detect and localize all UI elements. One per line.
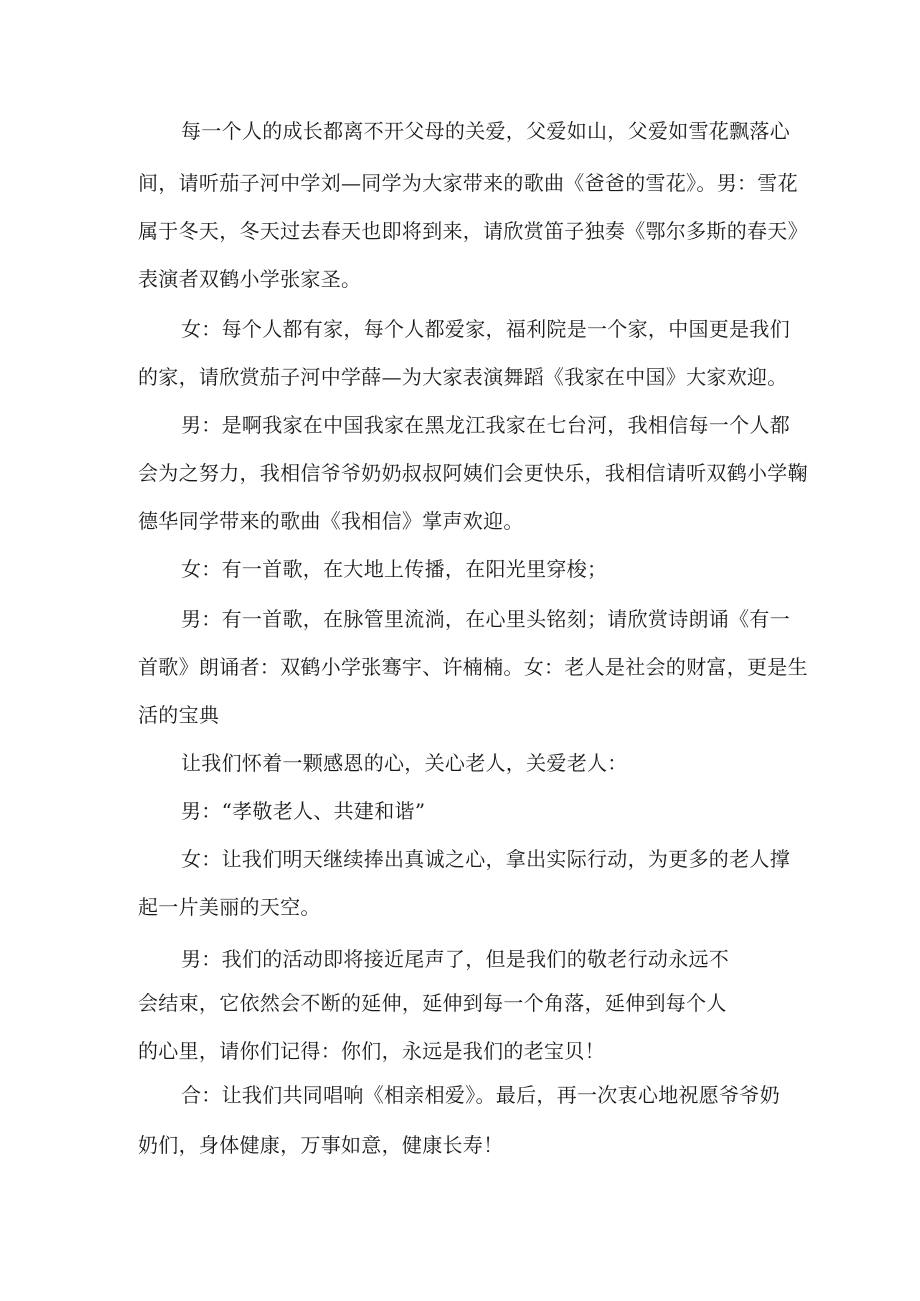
paragraph-1-line-4: 表演者双鹤小学张家圣。	[138, 267, 362, 291]
paragraph-4-line-1: 女：有一首歌，在大地上传播，在阳光里穿梭；	[181, 557, 608, 581]
paragraph-10-line-2: 奶们，身体健康，万事如意，健康长寿！	[138, 1133, 504, 1157]
paragraph-3-line-2: 会为之努力，我相信爷爷奶奶叔叔阿姨们会更快乐，我相信请听双鹤小学鞠	[138, 461, 808, 485]
paragraph-6-line-1: 让我们怀着一颗感恩的心，关心老人，关爱老人：	[181, 751, 628, 775]
paragraph-3-line-3: 德华同学带来的歌曲《我相信》掌声欢迎。	[138, 509, 524, 533]
paragraph-1-line-1: 每一个人的成长都离不开父母的关爱，父爱如山，父爱如雪花飘落心	[181, 119, 790, 143]
paragraph-9-line-2: 会结束，它依然会不断的延伸，延伸到每一个角落，延伸到每个人	[138, 991, 727, 1015]
paragraph-10-line-1: 合：让我们共同唱响《相亲相爱》。最后，再一次衷心地祝愿爷爷奶	[181, 1083, 780, 1107]
paragraph-2-line-2: 的家，请欣赏茄子河中学薛—为大家表演舞蹈《我家在中国》大家欢迎。	[138, 365, 788, 389]
paragraph-3-line-1: 男：是啊我家在中国我家在黑龙江我家在七台河，我相信每一个人都	[181, 413, 790, 437]
paragraph-7-line-1: 男：“孝敬老人、共建和谐”	[181, 799, 426, 823]
paragraph-5-line-1: 男：有一首歌，在脉管里流淌，在心里头铭刻；请欣赏诗朗诵《有一	[181, 607, 790, 631]
paragraph-2-line-1: 女：每个人都有家，每个人都爱家，福利院是一个家，中国更是我们	[181, 317, 790, 341]
paragraph-1-line-2: 间，请听茄子河中学刘—同学为大家带来的歌曲《爸爸的雪花》。男：雪花	[138, 171, 798, 195]
paragraph-8-line-1: 女：让我们明天继续捧出真诚之心，拿出实际行动，为更多的老人撑	[181, 847, 790, 871]
paragraph-1-line-3: 属于冬天，冬天过去春天也即将到来，请欣赏笛子独奏《鄂尔多斯的春天》	[138, 219, 808, 243]
paragraph-5-line-2: 首歌》朗诵者：双鹤小学张骞宇、许楠楠。女：老人是社会的财富，更是生	[138, 655, 808, 679]
paragraph-5-line-3: 活的宝典	[138, 703, 220, 727]
paragraph-9-line-3: 的心里，请你们记得：你们，永远是我们的老宝贝！	[138, 1039, 605, 1063]
paragraph-9-line-1: 男：我们的活动即将接近尾声了，但是我们的敬老行动永远不	[181, 947, 730, 971]
paragraph-8-line-2: 起一片美丽的天空。	[138, 895, 321, 919]
